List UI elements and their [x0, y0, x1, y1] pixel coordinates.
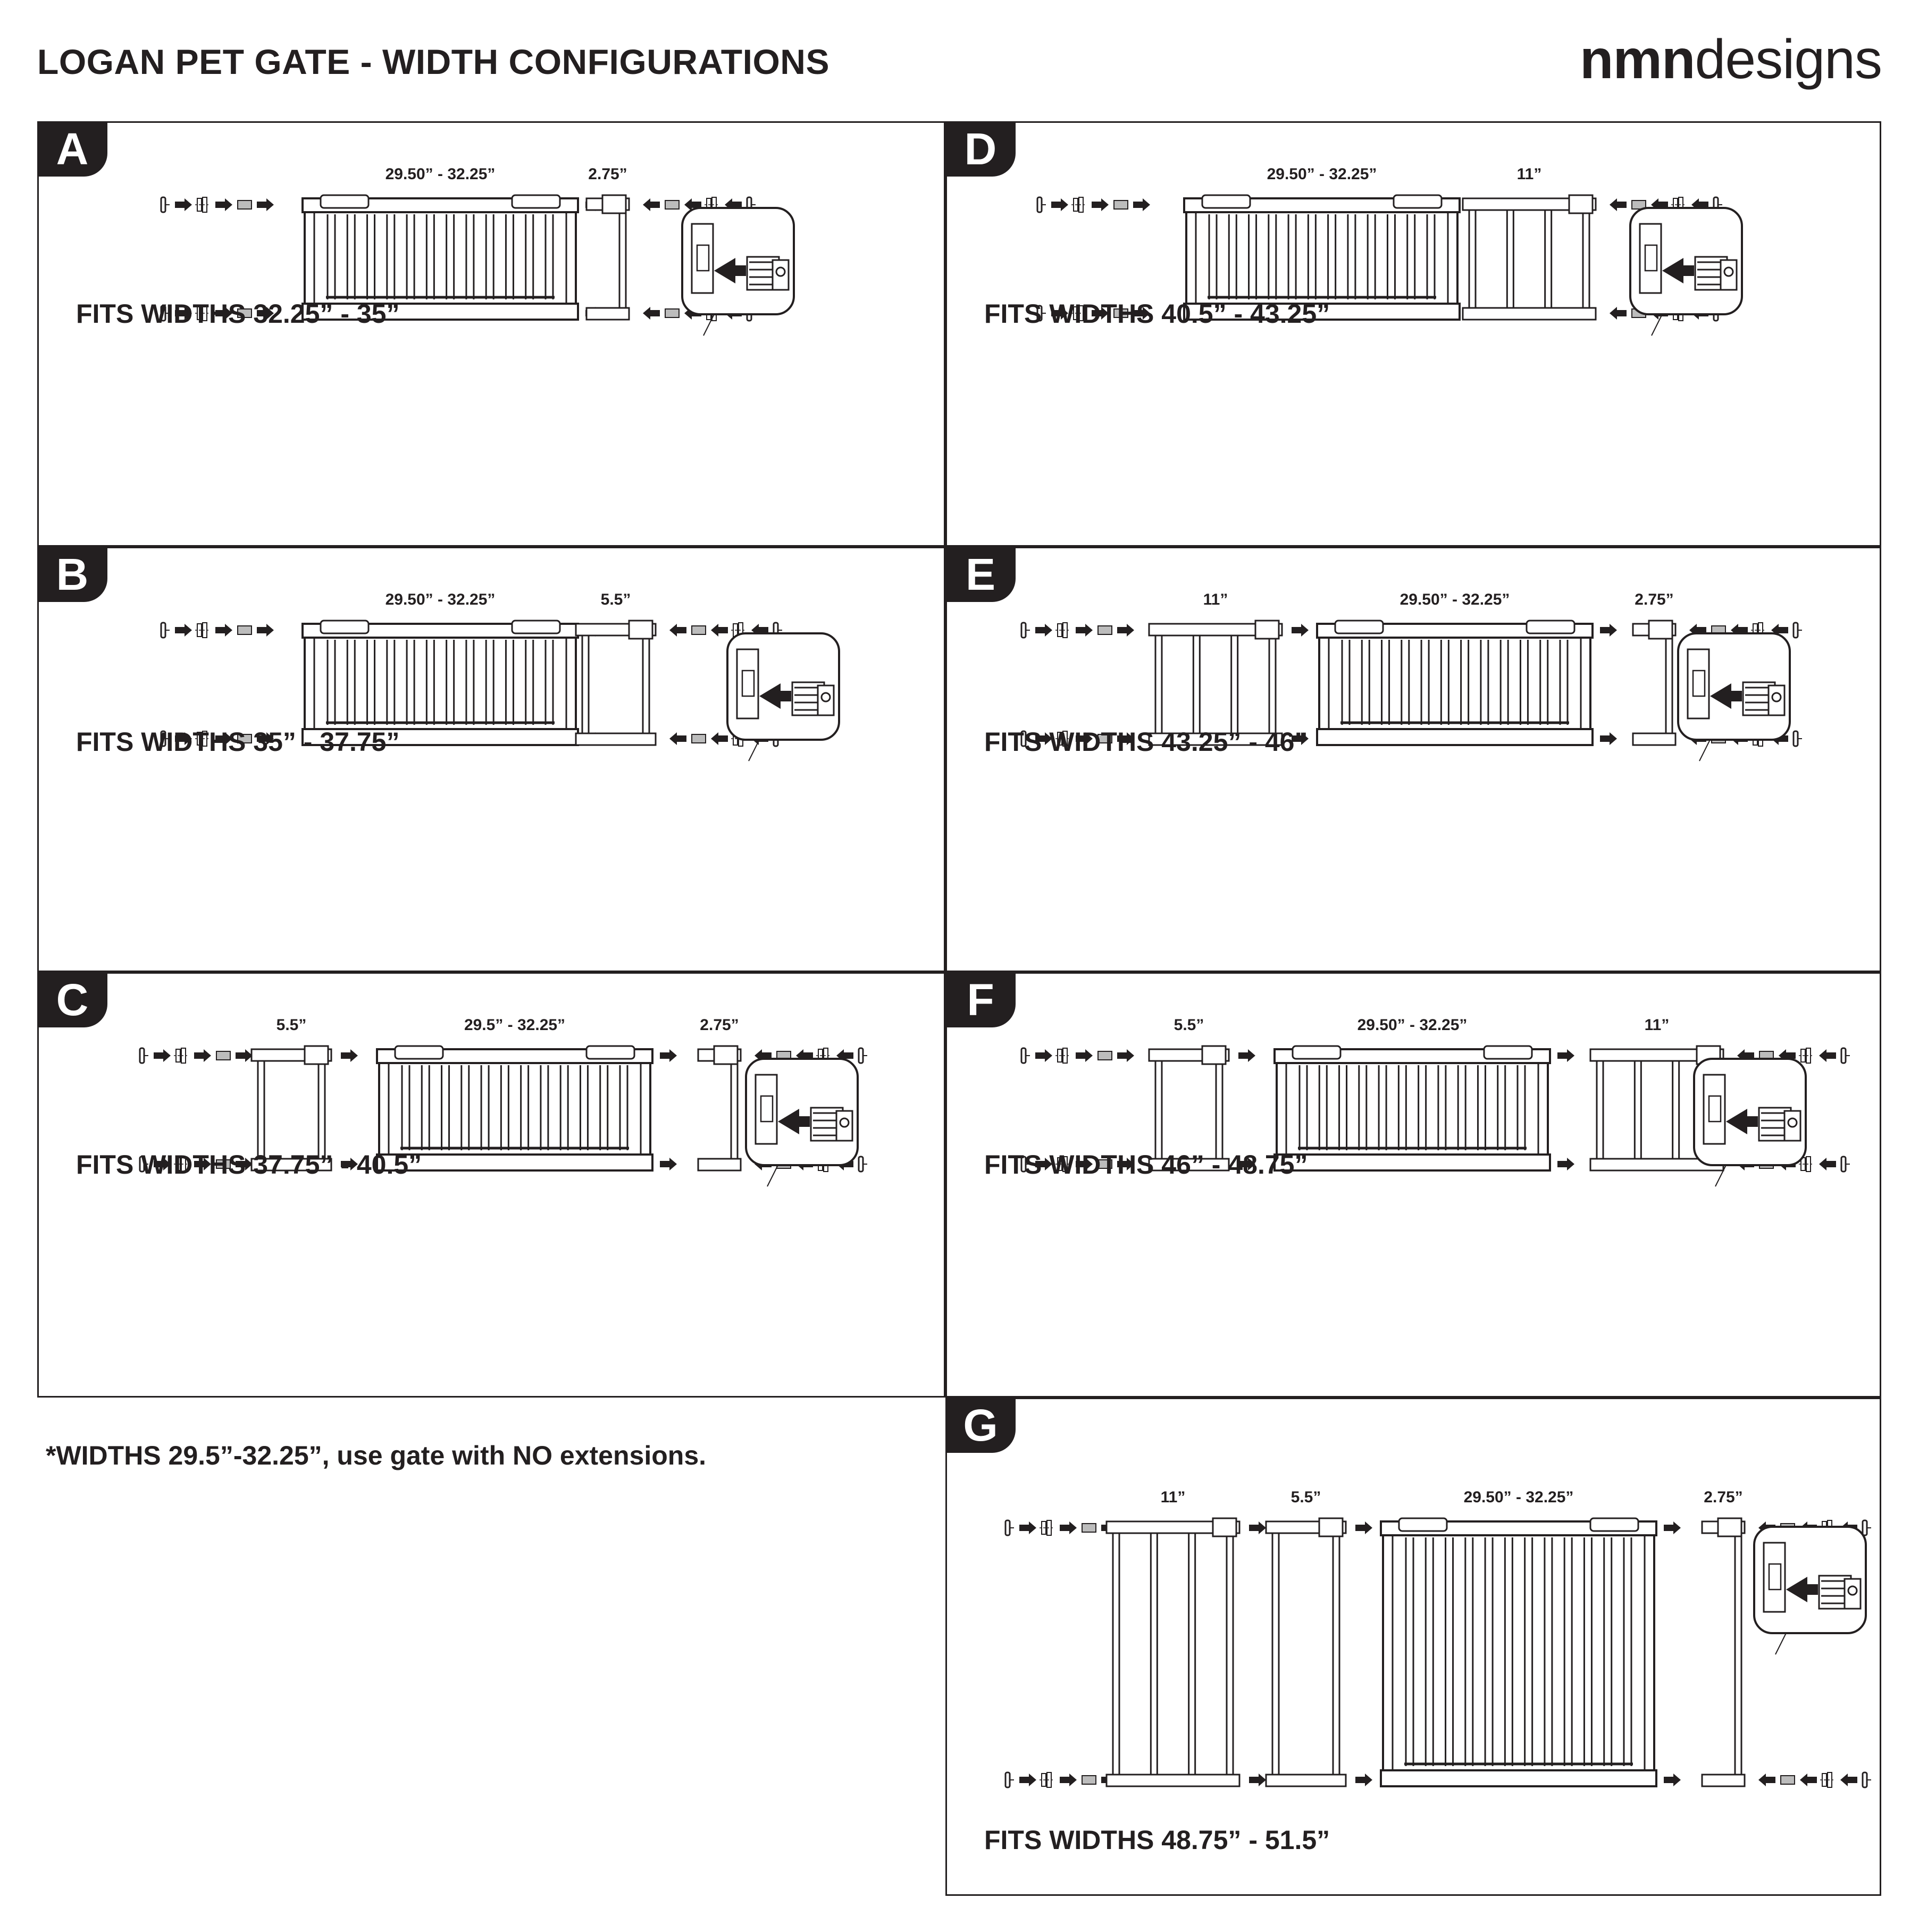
arrow-icon [1355, 1774, 1372, 1786]
arrow-icon [711, 624, 728, 637]
arrow-icon [215, 624, 232, 637]
arrow-icon [175, 624, 192, 637]
arrow-icon [194, 1049, 211, 1062]
dimension-label: 29.50” - 32.25” [385, 591, 496, 608]
extension-panel [1107, 1518, 1239, 1786]
fits-widths-label: FITS WIDTHS 32.25” - 35” [76, 299, 400, 329]
gate-diagram [39, 974, 945, 1398]
arrow-icon [257, 198, 274, 211]
gate-frame [1317, 621, 1593, 745]
dimension-label: 29.50” - 32.25” [385, 165, 496, 183]
config-panel-f [945, 972, 1881, 1398]
config-panel-c [37, 972, 945, 1398]
hardware-kit [161, 623, 274, 638]
dimension-label: 2.75” [700, 1016, 739, 1034]
arrow-icon [257, 624, 274, 637]
arrow-icon [669, 732, 686, 745]
fits-widths-label: FITS WIDTHS 37.75” - 40.5” [76, 1150, 422, 1180]
detail-inset [1630, 208, 1742, 336]
dimension-label: 11” [1203, 591, 1228, 608]
arrow-icon [660, 1158, 677, 1170]
arrow-icon [1019, 1521, 1036, 1534]
arrow-icon [643, 198, 660, 211]
hardware-kit [1758, 1772, 1871, 1787]
arrow-icon [1060, 1521, 1077, 1534]
arrow-icon [1117, 624, 1134, 637]
arrow-icon [669, 624, 686, 637]
dimension-label: 11” [1516, 165, 1542, 183]
extension-panel [1463, 195, 1596, 320]
arrow-icon [1051, 198, 1068, 211]
dimension-label: 2.75” [1635, 591, 1674, 608]
extension-panel [698, 1046, 741, 1170]
extension-panel [586, 195, 629, 320]
arrow-icon [660, 1049, 677, 1062]
arrow-icon [1840, 1774, 1857, 1786]
arrow-icon [1600, 732, 1617, 745]
panel-letter-badge: C [37, 972, 107, 1027]
arrow-icon [1035, 624, 1052, 637]
arrow-icon [1758, 1774, 1775, 1786]
config-panel-b [37, 547, 945, 972]
hardware-kit [1021, 1048, 1134, 1063]
logo-light: designs [1695, 29, 1882, 90]
arrow-icon [1035, 1049, 1052, 1062]
arrow-icon [643, 307, 660, 320]
arrow-icon [1819, 1049, 1836, 1062]
arrow-icon [1076, 624, 1093, 637]
arrow-icon [215, 198, 232, 211]
hardware-kit [1021, 623, 1134, 638]
gate-diagram [947, 123, 1881, 547]
arrow-icon [1610, 198, 1627, 211]
dimension-label: 29.50” - 32.25” [1267, 165, 1377, 183]
hardware-kit [161, 197, 274, 212]
config-panel-d [945, 121, 1881, 547]
hardware-kit [1037, 197, 1150, 212]
arrow-icon [154, 1049, 171, 1062]
panel-letter-badge: B [37, 547, 107, 602]
gate-diagram [947, 548, 1881, 972]
arrow-icon [1060, 1774, 1077, 1786]
arrow-icon [1249, 1774, 1266, 1786]
dimension-label: 5.5” [276, 1016, 307, 1034]
dimension-label: 29.50” - 32.25” [1463, 1488, 1574, 1506]
logo-bold: nmn [1580, 29, 1695, 90]
fits-widths-label: FITS WIDTHS 43.25” - 46” [984, 727, 1308, 757]
panel-letter-badge: A [37, 121, 107, 177]
arrow-icon [1355, 1521, 1372, 1534]
arrow-icon [175, 198, 192, 211]
brand-logo [1580, 29, 1882, 90]
fits-widths-label: FITS WIDTHS 46” - 48.75” [984, 1150, 1308, 1180]
gate-diagram [39, 548, 945, 972]
config-panel-g [945, 1398, 1881, 1896]
dimension-label: 29.5” - 32.25” [464, 1016, 566, 1034]
gate-diagram [947, 1399, 1881, 1896]
gate-frame [1381, 1518, 1656, 1786]
hardware-kit [1005, 1520, 1118, 1535]
gate-diagram [947, 974, 1881, 1398]
dimension-label: 11” [1160, 1488, 1186, 1506]
arrow-icon [1249, 1521, 1266, 1534]
arrow-icon [1557, 1049, 1574, 1062]
dimension-label: 5.5” [1290, 1488, 1321, 1506]
config-panel-e [945, 547, 1881, 972]
panel-letter-badge: D [945, 121, 1016, 177]
dimension-label: 5.5” [1174, 1016, 1204, 1034]
arrow-icon [711, 732, 728, 745]
arrow-icon [1076, 1049, 1093, 1062]
extension-panel [1702, 1518, 1745, 1786]
arrow-icon [1238, 1049, 1255, 1062]
page-title: LOGAN PET GATE - WIDTH CONFIGURATIONS [37, 42, 829, 81]
arrow-icon [1092, 198, 1109, 211]
arrow-icon [341, 1049, 358, 1062]
dimension-label: 5.5” [600, 591, 631, 608]
hardware-kit [1005, 1772, 1118, 1787]
arrow-icon [1557, 1158, 1574, 1170]
dimension-label: 29.50” - 32.25” [1357, 1016, 1468, 1034]
detail-inset [727, 633, 839, 761]
dimension-label: 29.50” - 32.25” [1400, 591, 1510, 608]
dimension-label: 2.75” [588, 165, 627, 183]
gate-diagram [39, 123, 945, 547]
dimension-label: 2.75” [1704, 1488, 1743, 1506]
arrow-icon [1800, 1774, 1817, 1786]
arrow-icon [236, 1049, 253, 1062]
panel-letter-badge: E [945, 547, 1016, 602]
extension-panel [576, 621, 656, 745]
arrow-icon [1019, 1774, 1036, 1786]
arrow-icon [1600, 624, 1617, 637]
fits-widths-label: FITS WIDTHS 40.5” - 43.25” [984, 299, 1330, 329]
arrow-icon [1819, 1158, 1836, 1170]
arrow-icon [1292, 624, 1309, 637]
panel-letter-badge: G [945, 1398, 1016, 1453]
arrow-icon [1664, 1774, 1681, 1786]
panel-letter-badge: F [945, 972, 1016, 1027]
config-panel-a [37, 121, 945, 547]
arrow-icon [1133, 198, 1150, 211]
arrow-icon [1117, 1049, 1134, 1062]
fits-widths-label: FITS WIDTHS 35” - 37.75” [76, 727, 400, 757]
extension-panel [1266, 1518, 1346, 1786]
hardware-kit [140, 1048, 253, 1063]
extension-panel [1633, 621, 1675, 745]
fits-widths-label: FITS WIDTHS 48.75” - 51.5” [984, 1825, 1330, 1855]
arrow-icon [1664, 1521, 1681, 1534]
arrow-icon [1610, 307, 1627, 320]
dimension-label: 11” [1644, 1016, 1670, 1034]
no-extensions-note: *WIDTHS 29.5”-32.25”, use gate with NO extensions. [46, 1441, 707, 1470]
detail-inset [1754, 1527, 1866, 1654]
gate-frame [1275, 1046, 1550, 1170]
